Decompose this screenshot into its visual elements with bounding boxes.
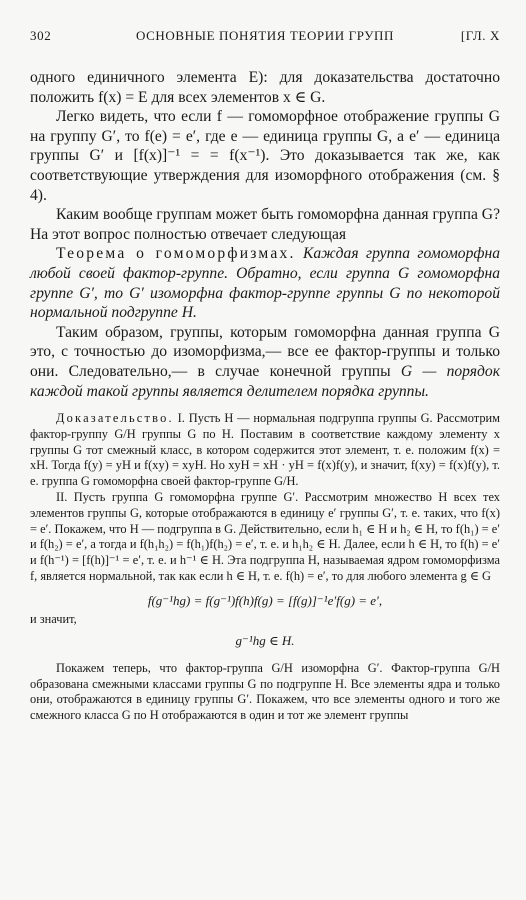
running-header — [30, 28, 500, 46]
corollary-italic: G — порядок каждой такой группы является делителем порядка группы. — [30, 362, 500, 400]
paragraph-homomorphism-properties: Легко видеть, что если f — гомоморфное отображение группы G на группу G′, то f(e) = e′, где e — единица группы G, а e′ — единица группы G′ и [f(x)]⁻¹ = = f(x⁻¹). Это доказывается так же, как соответствующие утверждения для изоморфного отображения (см. § 4). — [30, 108, 500, 204]
proof-part-3: Покажем теперь, что фактор-группа G/H изоморфна G′. Фактор-группа G/H образована смежными классами группы G по подгруппе H. Все элементы ядра и только они, отображаются в единицу группы G′. Покажем, что все элементы одного и того же смежного класса G по H отображаются в один и тот же элемент группы — [30, 660, 500, 723]
running-title: ОСНОВНЫЕ ПОНЯТИЯ ТЕОРИИ ГРУПП — [136, 28, 394, 43]
proof-part-2: II. Пусть группа G гомоморфна группе G′. Рассмотрим множество H всех тех элементов группы G, которые отображаются в единицу e′ группы G′, т. е. таких, что f(x) = e′. Покажем, что H — подгруппа в G. Действительно, если h₁ ∈ H и h₂ ∈ H, то f(h₁) = e′ и f(h₂) = e′, а тогда и f(h₁h₂) = f(h₁)f(h₂) = e′, т. е. и h₁h₂ ∈ H. Далее, если h ∈ H, то f(h) = e′ и f(h⁻¹) = [f(h)]⁻¹ = e′, т. е. и h⁻¹ ∈ H. Эта подгруппа H, называемая ядром гомоморфизма f, является нормальной, так как если h ∈ H, т. е. f(h) = e′, то для любого элемента g ∈ G — [30, 490, 500, 584]
proof-part-1-text: I. Пусть H — нормальная подгруппа группы G. Рассмотрим фактор-группу G/H группы G по H. Поставим в соответствие каждому элементу x группы G тот смежный класс, в котором содержится этот элемент, т. е. положим f(x) = xH. Тогда f(y) = yH и f(xy) = xyH. Но xyH = xH · yH = f(x)f(y), и значит, f(xy) = f(x)f(y), т. е. группа G гомоморфна своей фактор-группе G/H. — [30, 411, 500, 489]
paragraph-corollary — [30, 323, 500, 401]
corollary-text: Таким образом, группы, которым гомоморфна данная группа G это, с точностью до изоморфизма,— все ее фактор-группы и только они. Следовательно,— в случае конечной группы — [30, 323, 500, 380]
paragraph-question: Каким вообще группам может быть гомоморфна данная группа G? На этот вопрос полностью отвечает следующая — [30, 206, 500, 243]
theorem-label: Теорема о гомоморфизмах. — [56, 245, 296, 263]
formula-kernel-normal: f(g⁻¹hg) = f(g⁻¹)f(h)f(g) = [f(g)]⁻¹e′f(g) = e′, — [147, 592, 383, 608]
paragraph-continuation: одного единичного элемента E): для доказательства достаточно положить f(x) = E для всех элементов x ∈ G. — [30, 69, 500, 106]
page-body — [30, 68, 500, 724]
proof-part-1 — [30, 411, 500, 490]
and-thus-label: и значит, — [30, 611, 77, 626]
proof-label: Доказательство. — [56, 411, 174, 426]
page-number: 302 — [30, 28, 52, 43]
theorem — [30, 244, 500, 322]
formula-conjugate-in-kernel: g⁻¹hg ∈ H. — [235, 632, 295, 648]
theorem-statement: Каждая группа гомоморфна любой своей фактор-группе. Обратно, если группа G гомоморфна группе G′, то G′ изоморфна фактор-группе группы G по некоторой нормальной подгруппе H. — [30, 245, 500, 322]
chapter-label: [ГЛ. X — [460, 28, 500, 43]
